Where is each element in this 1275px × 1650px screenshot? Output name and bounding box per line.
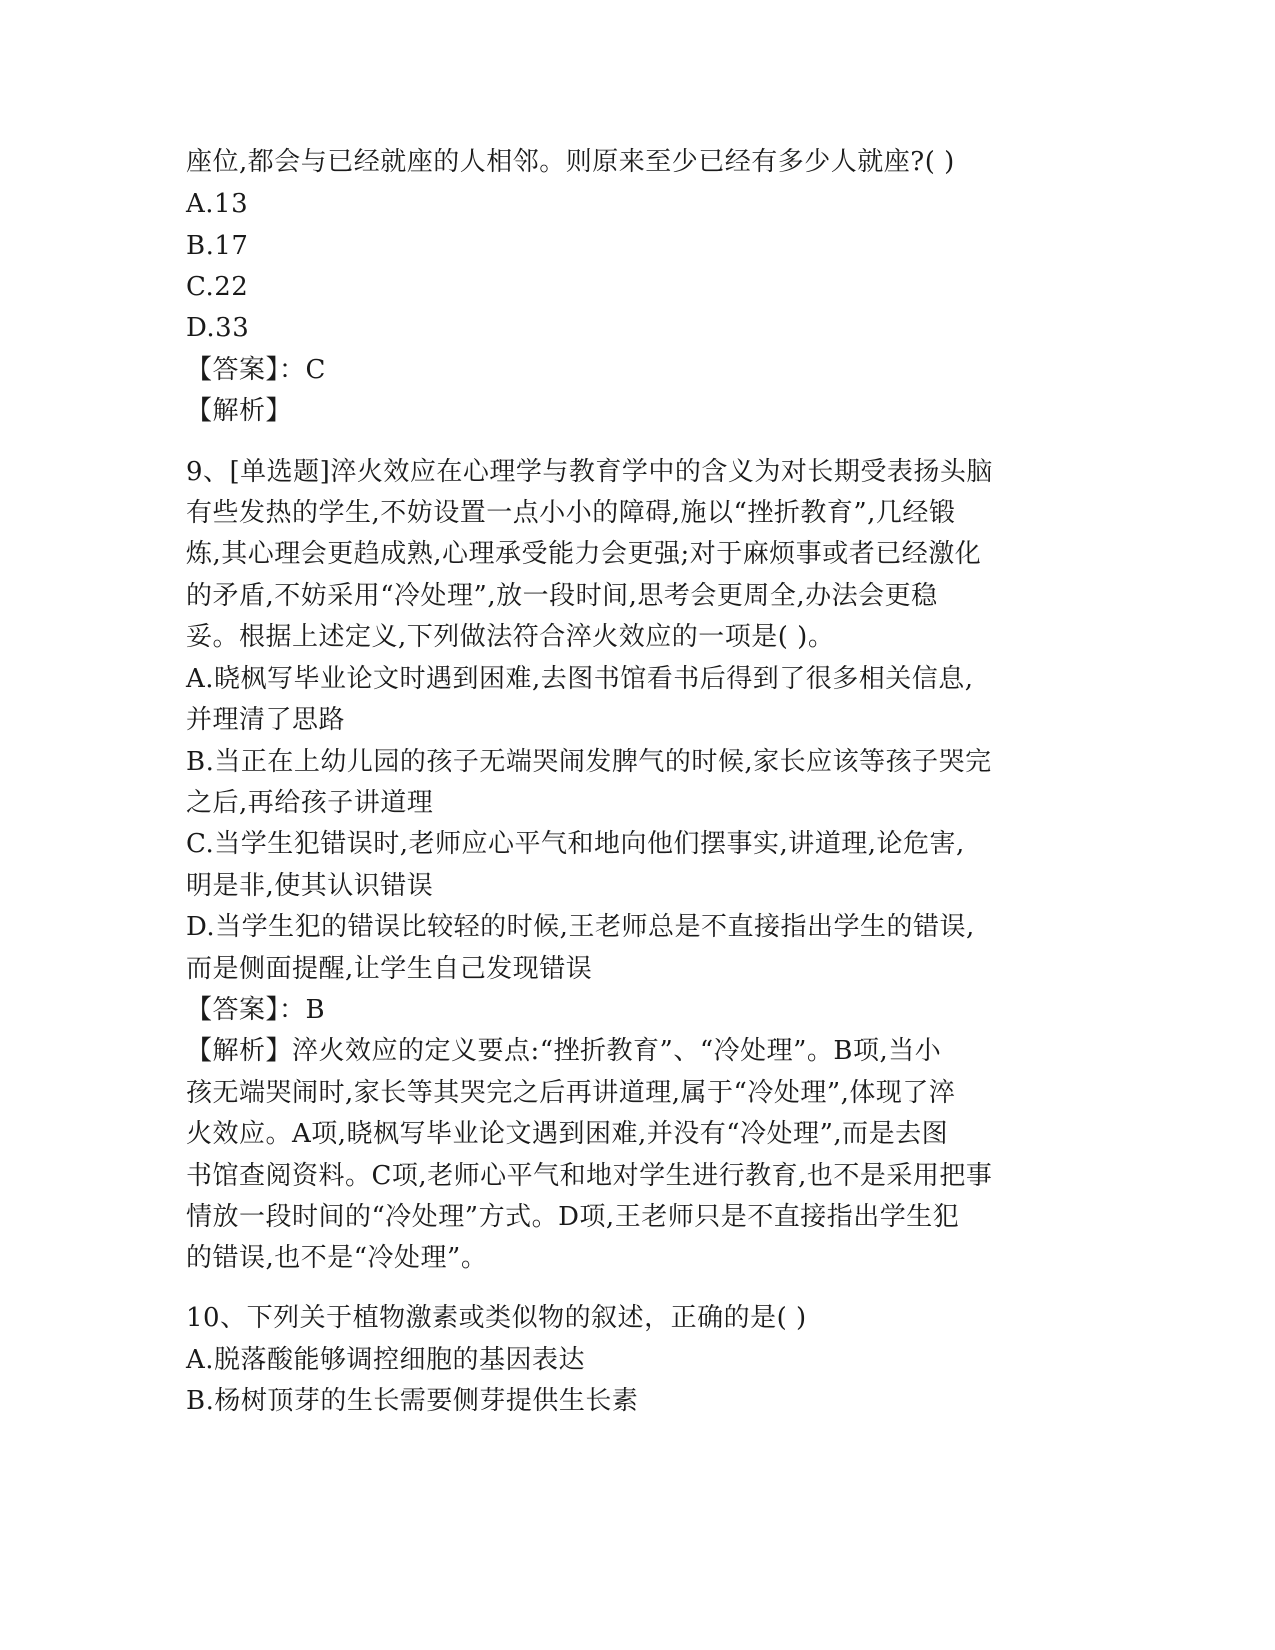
q8-analysis-label: 【解析】: [186, 396, 293, 426]
q8-option-b: B.17: [186, 231, 249, 261]
q10-stem: 10、下列关于植物激素或类似物的叙述，正确的是( ): [186, 1303, 807, 1333]
q9-analysis-line-3: 火效应。A项,晓枫写毕业论文遇到困难,并没有“冷处理”,而是去图: [186, 1119, 949, 1149]
q8-stem-tail: 座位,都会与已经就座的人相邻。则原来至少已经有多少人就座?( ): [186, 147, 955, 177]
q9-analysis-line-2: 孩无端哭闹时,家长等其哭完之后再讲道理,属于“冷处理”,体现了淬: [186, 1078, 956, 1108]
q8-answer: 【答案】：C: [186, 355, 326, 385]
q9-analysis-line-4: 书馆查阅资料。C项,老师心平气和地对学生进行教育,也不是采用把事: [186, 1161, 993, 1191]
q10-option-a: A.脱落酸能够调控细胞的基因表达: [186, 1345, 586, 1375]
q9-stem-line-4: 的矛盾,不妨采用“冷处理”,放一段时间,思考会更周全,办法会更稳: [186, 581, 938, 611]
q8-option-a: A.13: [186, 189, 249, 219]
q8-option-d: D.33: [186, 313, 250, 343]
q9-stem-line-2: 有些发热的学生,不妨设置一点小小的障碍,施以“挫折教育”,几经锻: [186, 498, 956, 528]
q9-analysis-line-5: 情放一段时间的“冷处理”方式。D项,王老师只是不直接指出学生犯: [186, 1202, 960, 1232]
q9-answer: 【答案】：B: [186, 995, 326, 1025]
q9-option-b-line-1: B.当正在上幼儿园的孩子无端哭闹发脾气的时候,家长应该等孩子哭完: [186, 747, 992, 777]
q9-option-a-line-2: 并理清了思路: [186, 705, 346, 735]
q9-stem-line-5: 妥。根据上述定义,下列做法符合淬火效应的一项是( )。: [186, 622, 835, 652]
q10-option-b: B.杨树顶芽的生长需要侧芽提供生长素: [186, 1386, 639, 1416]
q9-option-a-line-1: A.晓枫写毕业论文时遇到困难,去图书馆看书后得到了很多相关信息,: [186, 664, 974, 694]
q9-option-c-line-2: 明是非,使其认识错误: [186, 871, 434, 901]
q9-option-d-line-1: D.当学生犯的错误比较轻的时候,王老师总是不直接指出学生的错误,: [186, 912, 975, 942]
q9-option-c-line-1: C.当学生犯错误时,老师应心平气和地向他们摆事实,讲道理,论危害,: [186, 829, 965, 859]
q9-option-d-line-2: 而是侧面提醒,让学生自己发现错误: [186, 954, 593, 984]
q9-analysis-line-6: 的错误,也不是“冷处理”。: [186, 1243, 488, 1273]
q9-stem-line-1: 9、[单选题]淬火效应在心理学与教育学中的含义为对长期受表扬头脑: [186, 457, 993, 487]
q8-option-c: C.22: [186, 272, 249, 302]
q9-analysis-line-1: 【解析】淬火效应的定义要点:“挫折教育”、“冷处理”。B项,当小: [186, 1036, 942, 1066]
q9-option-b-line-2: 之后,再给孩子讲道理: [186, 788, 434, 818]
q9-stem-line-3: 炼,其心理会更趋成熟,心理承受能力会更强;对于麻烦事或者已经激化: [186, 539, 982, 569]
